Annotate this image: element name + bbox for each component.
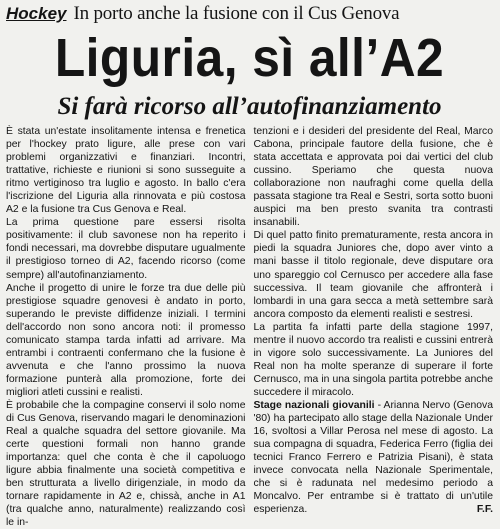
paragraph: La partita fa infatti parte della stagione 1997, mentre il nuovo accordo tra realisti e cussini entrerà in vigore solo successivamente. La Juniores del Real non ha molte speranze di superare il forte Cernusco, ma in una singola partita potrebbe anche succedere il miracolo.	[253, 321, 493, 398]
paragraph-text: - Arianna Nervo (Genova '80) ha partecipato allo stage della Nazionale Under 16, svoltosi a Villar Perosa nel mese di agosto. La sua compagna di squadra, Federica Ferro (figlia dei tecnici Franco Ferrero e Patrizia Pisani), è stata invece convocata nella Nazionale Sperimentale, che si è radunata nel medesimo periodo a Moncalvo. Per entrambe si è trattato di un'utile esperienza.	[253, 399, 493, 516]
paragraph: Anche il progetto di unire le forze tra due delle più prestigiose squadre genovesi è andato in porto, superando le previste diffidenze iniziali. I termini dell'accordo non sono ancora noti: il promesso comunicato stampa tarda infatti ad arrivare. Ma entrambi i contraenti confermano che la fusione è avvenuta e che l'anno prossimo la nuova formazione punterà alla promozione, forte dei migliori atleti cussini e realisti.	[6, 282, 246, 398]
kicker-line	[6, 3, 493, 25]
paragraph: È probabile che la compagine conservi il solo nome di Cus Genova, riservando magari le denominazioni Real a qualche squadra del settore giovanile. Ma certe questioni formali non hanno grande importanza: quel che conta è che il capoluogo ligure abbia finalmente una società competitiva e ben strutturata a livello dirigenziale, in modo da tornare rapidamente in A2 e, chissà, anche in A1 (tra qualche anno, naturalmente) realizzando così le in-	[6, 399, 246, 529]
paragraph: Di quel patto finito prematuramente, resta ancora in piedi la squadra Juniores che, dopo aver vinto a mani basse il titolo regionale, deve disputare ora uno spareggio col Cernusco per accedere alla fase successiva. Il team giovanile che affronterà i lombardi in una gara secca a metà settembre sarà ancora composto da elementi realisti e sestresi.	[253, 230, 493, 320]
paragraph: La prima questione pare essersi risolta positivamente: il club savonese non ha reperito i fondi necessari, ma dovrebbe disputare ugualmente il prestigioso torneo di A2, facendo ricorso (come sempre) all'autofinanziamento.	[6, 217, 246, 281]
paragraph: È stata un'estate insolitamente intensa e frenetica per l'hockey prato ligure, alle prese con vari problemi organizzativi e finanziari. Incontri, trattative, richieste e riunioni si sono susseguite a ritmo vertiginoso tra luglio e agosto. In ballo c'era l'iscrizione del Liguria alla rinnovata e più costosa A2 e la fusione tra Cus Genova e Real.	[6, 126, 246, 216]
article-body	[6, 125, 493, 529]
section-subtitle: Stage nazionali giovanili	[253, 399, 375, 411]
article-column-left	[6, 125, 246, 529]
author-signature: F.F.	[476, 504, 493, 516]
kicker-text: In porto anche la fusione con il Cus Genova	[73, 3, 400, 24]
paragraph: tenzioni e i desideri del presidente del Real, Marco Cabona, principale fautore della fusione, che è stata accettata e approvata poi dai vertici del club cussino. Speriamo che questa nuova collaborazione non naufraghi come quella della passata stagione tra Real e Sestri, sorta sotto buoni auspici ma ben presto svanita tra contrasti insanabili.	[253, 126, 493, 229]
subheadline: Si farà ricorso all’autofinanziamento	[57, 93, 442, 120]
paragraph	[254, 399, 494, 516]
headline: Liguria, sì all’A2	[54, 28, 445, 88]
article-column-right	[254, 125, 494, 514]
section-label: Hockey	[6, 4, 67, 23]
